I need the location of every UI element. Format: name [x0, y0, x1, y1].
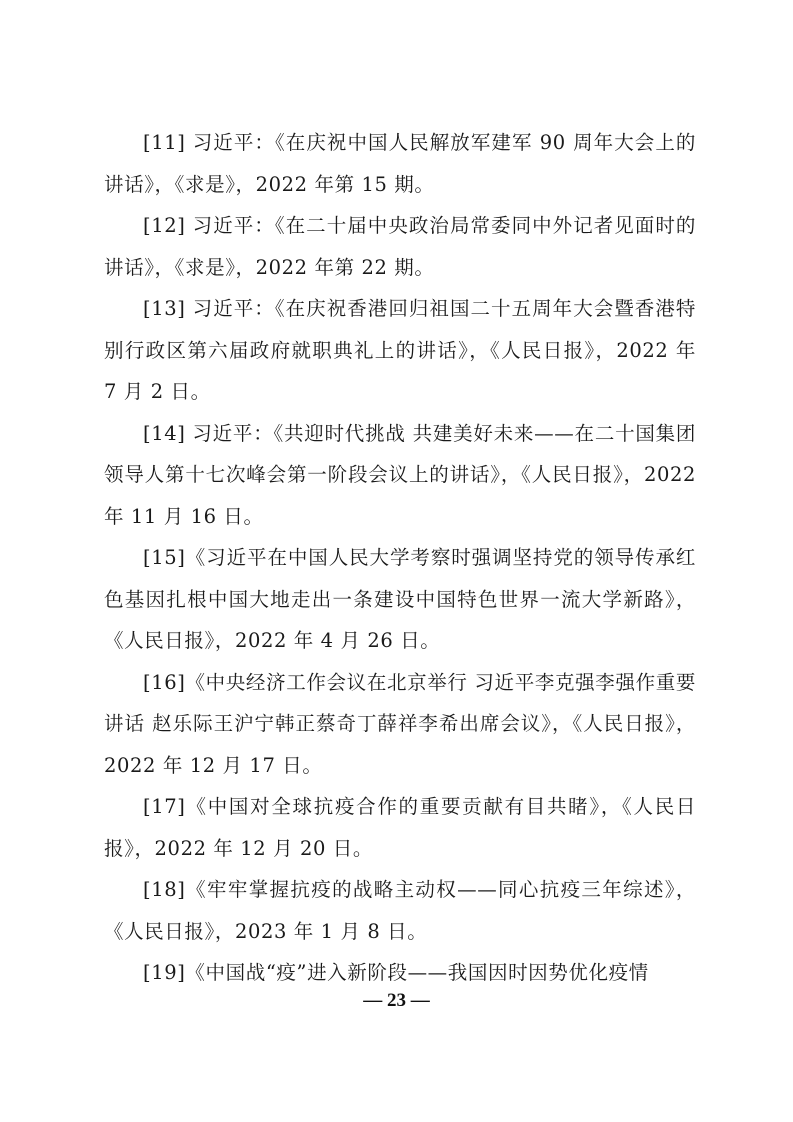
reference-list: [104, 122, 696, 994]
reference-item-15: [15]《习近平在中国人民大学考察时强调坚持党的领导传承红色基因扎根中国大地走出一条建设中国特色世界一流大学新路》，《人民日报》，2022 年 4 月 26 日。: [104, 546, 696, 652]
reference-item-16: [16]《中央经济工作会议在北京举行 习近平李克强李强作重要讲话 赵乐际王沪宁韩正蔡奇丁薛祥李希出席会议》，《人民日报》，2022 年 12 月 17 日。: [104, 670, 696, 777]
reference-item-11: [11] 习近平：《在庆祝中国人民解放军建军 90 周年大会上的讲话》，《求是》，2022 年第 15 期。: [104, 131, 696, 196]
page-number: — 23 —: [363, 990, 430, 1011]
reference-item-13: [13] 习近平：《在庆祝香港回归祖国二十五周年大会暨香港特别行政区第六届政府就职典礼上的讲话》，《人民日报》，2022 年 7 月 2 日。: [104, 297, 696, 403]
reference-item-17: [17]《中国对全球抗疫合作的重要贡献有目共睹》，《人民日报》，2022 年 12 月 20 日。: [104, 795, 696, 860]
reference-item-14: [14] 习近平：《共迎时代挑战 共建美好未来——在二十国集团领导人第十七次峰会第一阶段会议上的讲话》，《人民日报》，2022 年 11 月 16 日。: [104, 421, 696, 528]
reference-item-19: [19]《中国战“疫”进入新阶段——我国因时因势优化疫情: [143, 961, 649, 984]
reference-item-12: [12] 习近平：《在二十届中央政治局常委同中外记者见面时的讲话》，《求是》，2022 年第 22 期。: [104, 214, 696, 279]
reference-item-18: [18]《牢牢掌握抗疫的战略主动权——同心抗疫三年综述》，《人民日报》，2023 年 1 月 8 日。: [104, 878, 696, 943]
